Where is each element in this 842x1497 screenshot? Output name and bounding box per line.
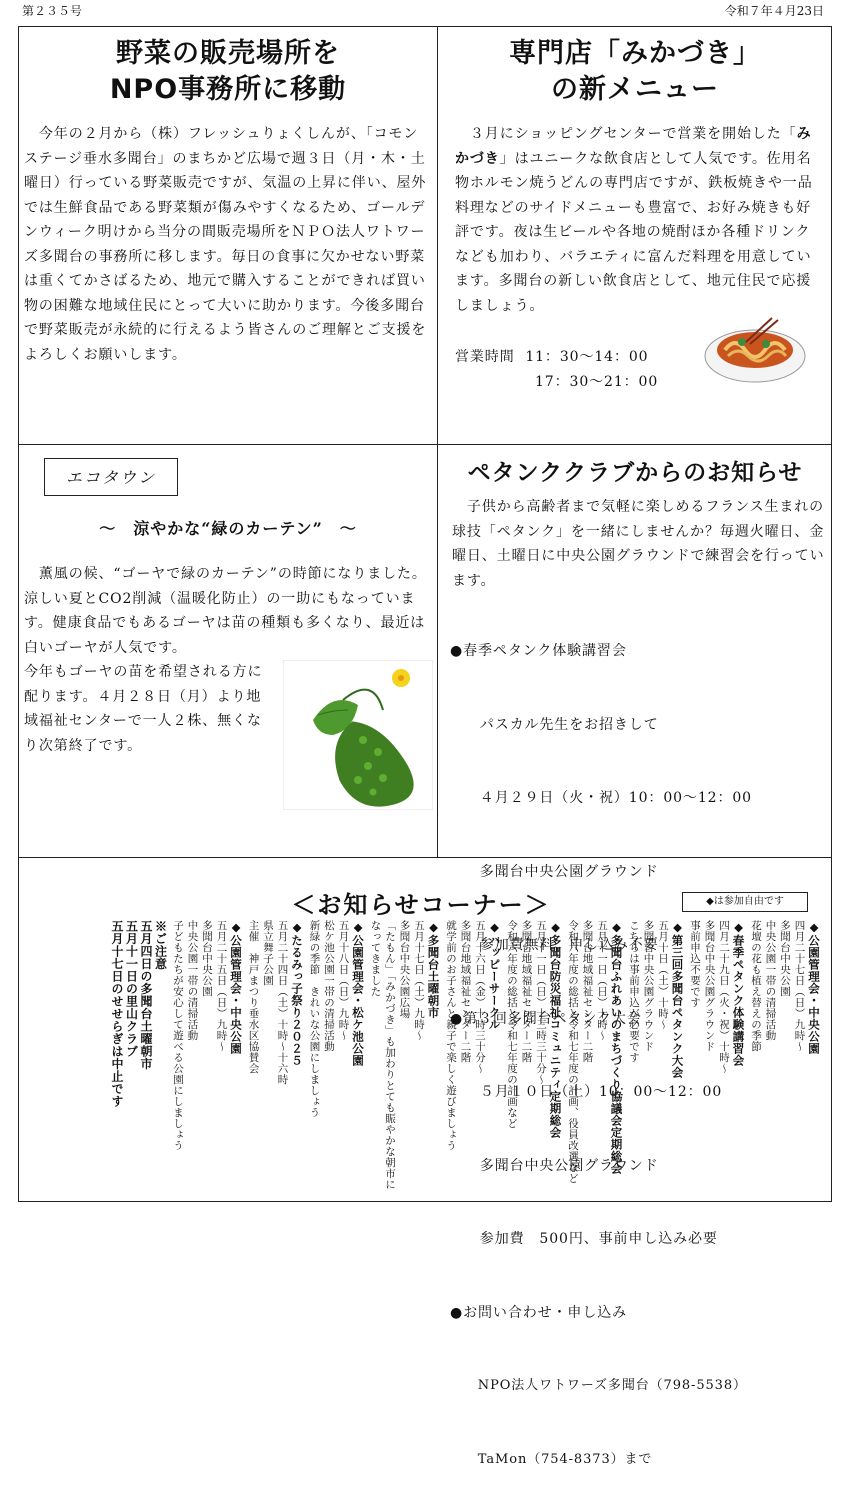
- petanque-line: ５月１０日（土）10：00〜12：00: [450, 1084, 723, 1100]
- food-plate-illustration: [700, 310, 810, 390]
- notice-item: ◆春季ペタンク体験講習会 四月二十九日（火・祝）十時〜 多聞台中央公園グラウンド 事前申込不要です: [689, 920, 746, 1074]
- petanque-line: 参加費無料、申し込み不要: [450, 937, 659, 953]
- notice-item: ◆第三回多聞台ペタンク大会 五月十日（土）十時〜 多聞台中央公園グラウンド こちらは事前申込が必要です: [628, 920, 685, 1079]
- eco-article: 薫風の候、“ゴーヤで緑のカーテン”の時節になりました。涼しい夏とCO2削減（温暖化防止）の一助にもなっています。健康食品でもあるゴーヤは苗の種類も多くなり、最近は白いゴーヤが人気です。: [24, 566, 427, 656]
- notice-item: ◆公園管理会・松ケ池公園 五月十八日（日）九時〜 松ケ池公園一帯の清掃活動 新緑の季節 きれいな公園にしましょう: [308, 920, 365, 1118]
- notice-item: ◆ハッピーサークル 五月十六日（金）十時三十分〜 多聞台地域福祉センター二階 就学前のお子さんと親子で楽しく遊びましょう: [445, 920, 502, 1151]
- petanque-line: 参加費 500円、事前申し込み必要: [450, 1231, 718, 1247]
- caution-notice: ※ご注意 五月四日の多聞台土曜朝市 五月十一日の里山クラブ 五月十七日のせせらぎは中止です: [110, 920, 168, 1108]
- notice-columns: [26, 920, 821, 1200]
- notice-item: ◆多聞台土曜朝市 五月十七日（土）九時〜 多聞台中央公園広場 「たもん」「みかづき」も加わりとても賑やかな朝市になってきました: [369, 920, 441, 1190]
- petanque-line: TaMon（754-8373）まで: [450, 1451, 653, 1467]
- notice-item: ◆公園管理会・中央公園 四月二十七日（日）九時〜 多聞台中央公園 中央公園一帯の清掃活動 花壇の花も植え替えの季節: [750, 920, 821, 1055]
- notice-item: ◆たるみっ子祭り２０２５ 五月二十四日（土）十時〜十六時 県立舞子公園 主催 神戸まつり垂水区協賛会: [247, 920, 304, 1085]
- petanque-title: ペタンククラブからのお知らせ: [467, 460, 803, 486]
- vegetable-title: 野菜の販売場所を NPO事務所に移動: [109, 38, 347, 105]
- vegetable-article: 今年の２月から（株）フレッシュりょくしんが、「コモンステージ垂水多聞台」のまちかど広場で週３日（月・木・土曜日）行っている野菜販売ですが、気温の上昇に伴い、屋外では生鮮食品である野菜類が傷みやすくなるため、ゴールデンウィーク明けから当分の間販売場所をＮＰＯ法人ワトワーズ多聞台の事務所に移します。毎日の食事に欠かせない野菜は重くてかさばるため、地元で購入することができれば買い物の困難な地域住民にとって大いに助かります。今後多聞台で野菜販売が永続的に行えるよう皆さんのご理解とご支援をよろしくお願いします。: [24, 126, 427, 363]
- free-participation-note: ◆は参加自由です: [682, 892, 808, 912]
- petanque-line: 多聞台中央公園グラウンド: [450, 863, 659, 880]
- notice-item: ◆多聞台防災福祉コミュニティ定期総会 五月十一日（日）十三時三十分〜 多聞台地域福祉センター二階 令和六年度の総括と令和七年度の計画など: [506, 920, 563, 1139]
- goya-illustration: [283, 660, 433, 810]
- petanque-line: 多聞台中央公園グラウンド: [450, 1157, 659, 1174]
- issue-date: 令和７年４月23日: [724, 4, 824, 18]
- eco-subtitle: 〜 涼やかな“緑のカーテン” 〜: [99, 519, 357, 538]
- goya-notice: 今年もゴーヤの苗を希望される方に配ります。４月２８日（月）より地域福祉センターで一人２株、無くなり次第終了です。: [24, 664, 263, 754]
- petanque-line: パスカル先生をお招きして: [450, 716, 659, 733]
- mikazuki-title: 専門店「みかづき」 の新メニュー: [509, 38, 761, 105]
- row-divider-1: [18, 444, 832, 445]
- petanque-line: ●春季ペタンク体験講習会: [450, 643, 627, 659]
- notice-item: ◆公園管理会・中央公園 五月二十五日（日）九時〜 多聞台中央公園 中央公園一帯の清掃活動 子どもたちが安心して遊べる公園にしましょう: [172, 920, 243, 1151]
- petanque-line: NPO法人ワトワーズ多聞台（798-5538）: [450, 1378, 747, 1393]
- eco-town-label: エコタウン: [44, 458, 178, 496]
- issue-number: 第２３５号: [22, 4, 83, 18]
- column-divider: [437, 26, 438, 858]
- petanque-line: ●第３回多聞台ペタンク大会: [450, 1010, 642, 1027]
- notice-item: ◆多聞台ふれあいのまちづくり協議会定期総会 五月十一日（日）十時〜 多聞台地域福祉センター二階 令和六年度の総括と令和七年度の計画、役員改選など: [567, 920, 624, 1184]
- mikazuki-article: ３月にショッピングセンターで営業を開始した「みかづき」はユニークな飲食店として人気です。佐用名物ホルモン焼うどんの専門店ですが、鉄板焼きや一品料理などのサイドメニューも豊富で、お好み焼きも好評です。夜は生ビールや各地の焼酎ほか各種ドリンクなども加わり、バラエティに富んだ料理を用意しています。多聞台の新しい飲食店として、地元住民で応援しましょう。: [455, 126, 813, 314]
- notice-corner-title: ＜お知らせコーナー＞: [291, 891, 551, 919]
- petanque-line: ４月２９日（火・祝）10：00〜12：00: [450, 790, 752, 806]
- petanque-line: ●お問い合わせ・申し込み: [450, 1304, 628, 1321]
- business-hours: 営業時間 11：30〜14：00 17：30〜21：00: [455, 349, 659, 390]
- petanque-intro: 子供から高齢者まで気軽に楽しめるフランス生まれの球技「ペタンク」を一緒にしませんか？毎週火曜日、金曜日、土曜日に中央公園グラウンドで練習会を行っています。: [452, 499, 825, 589]
